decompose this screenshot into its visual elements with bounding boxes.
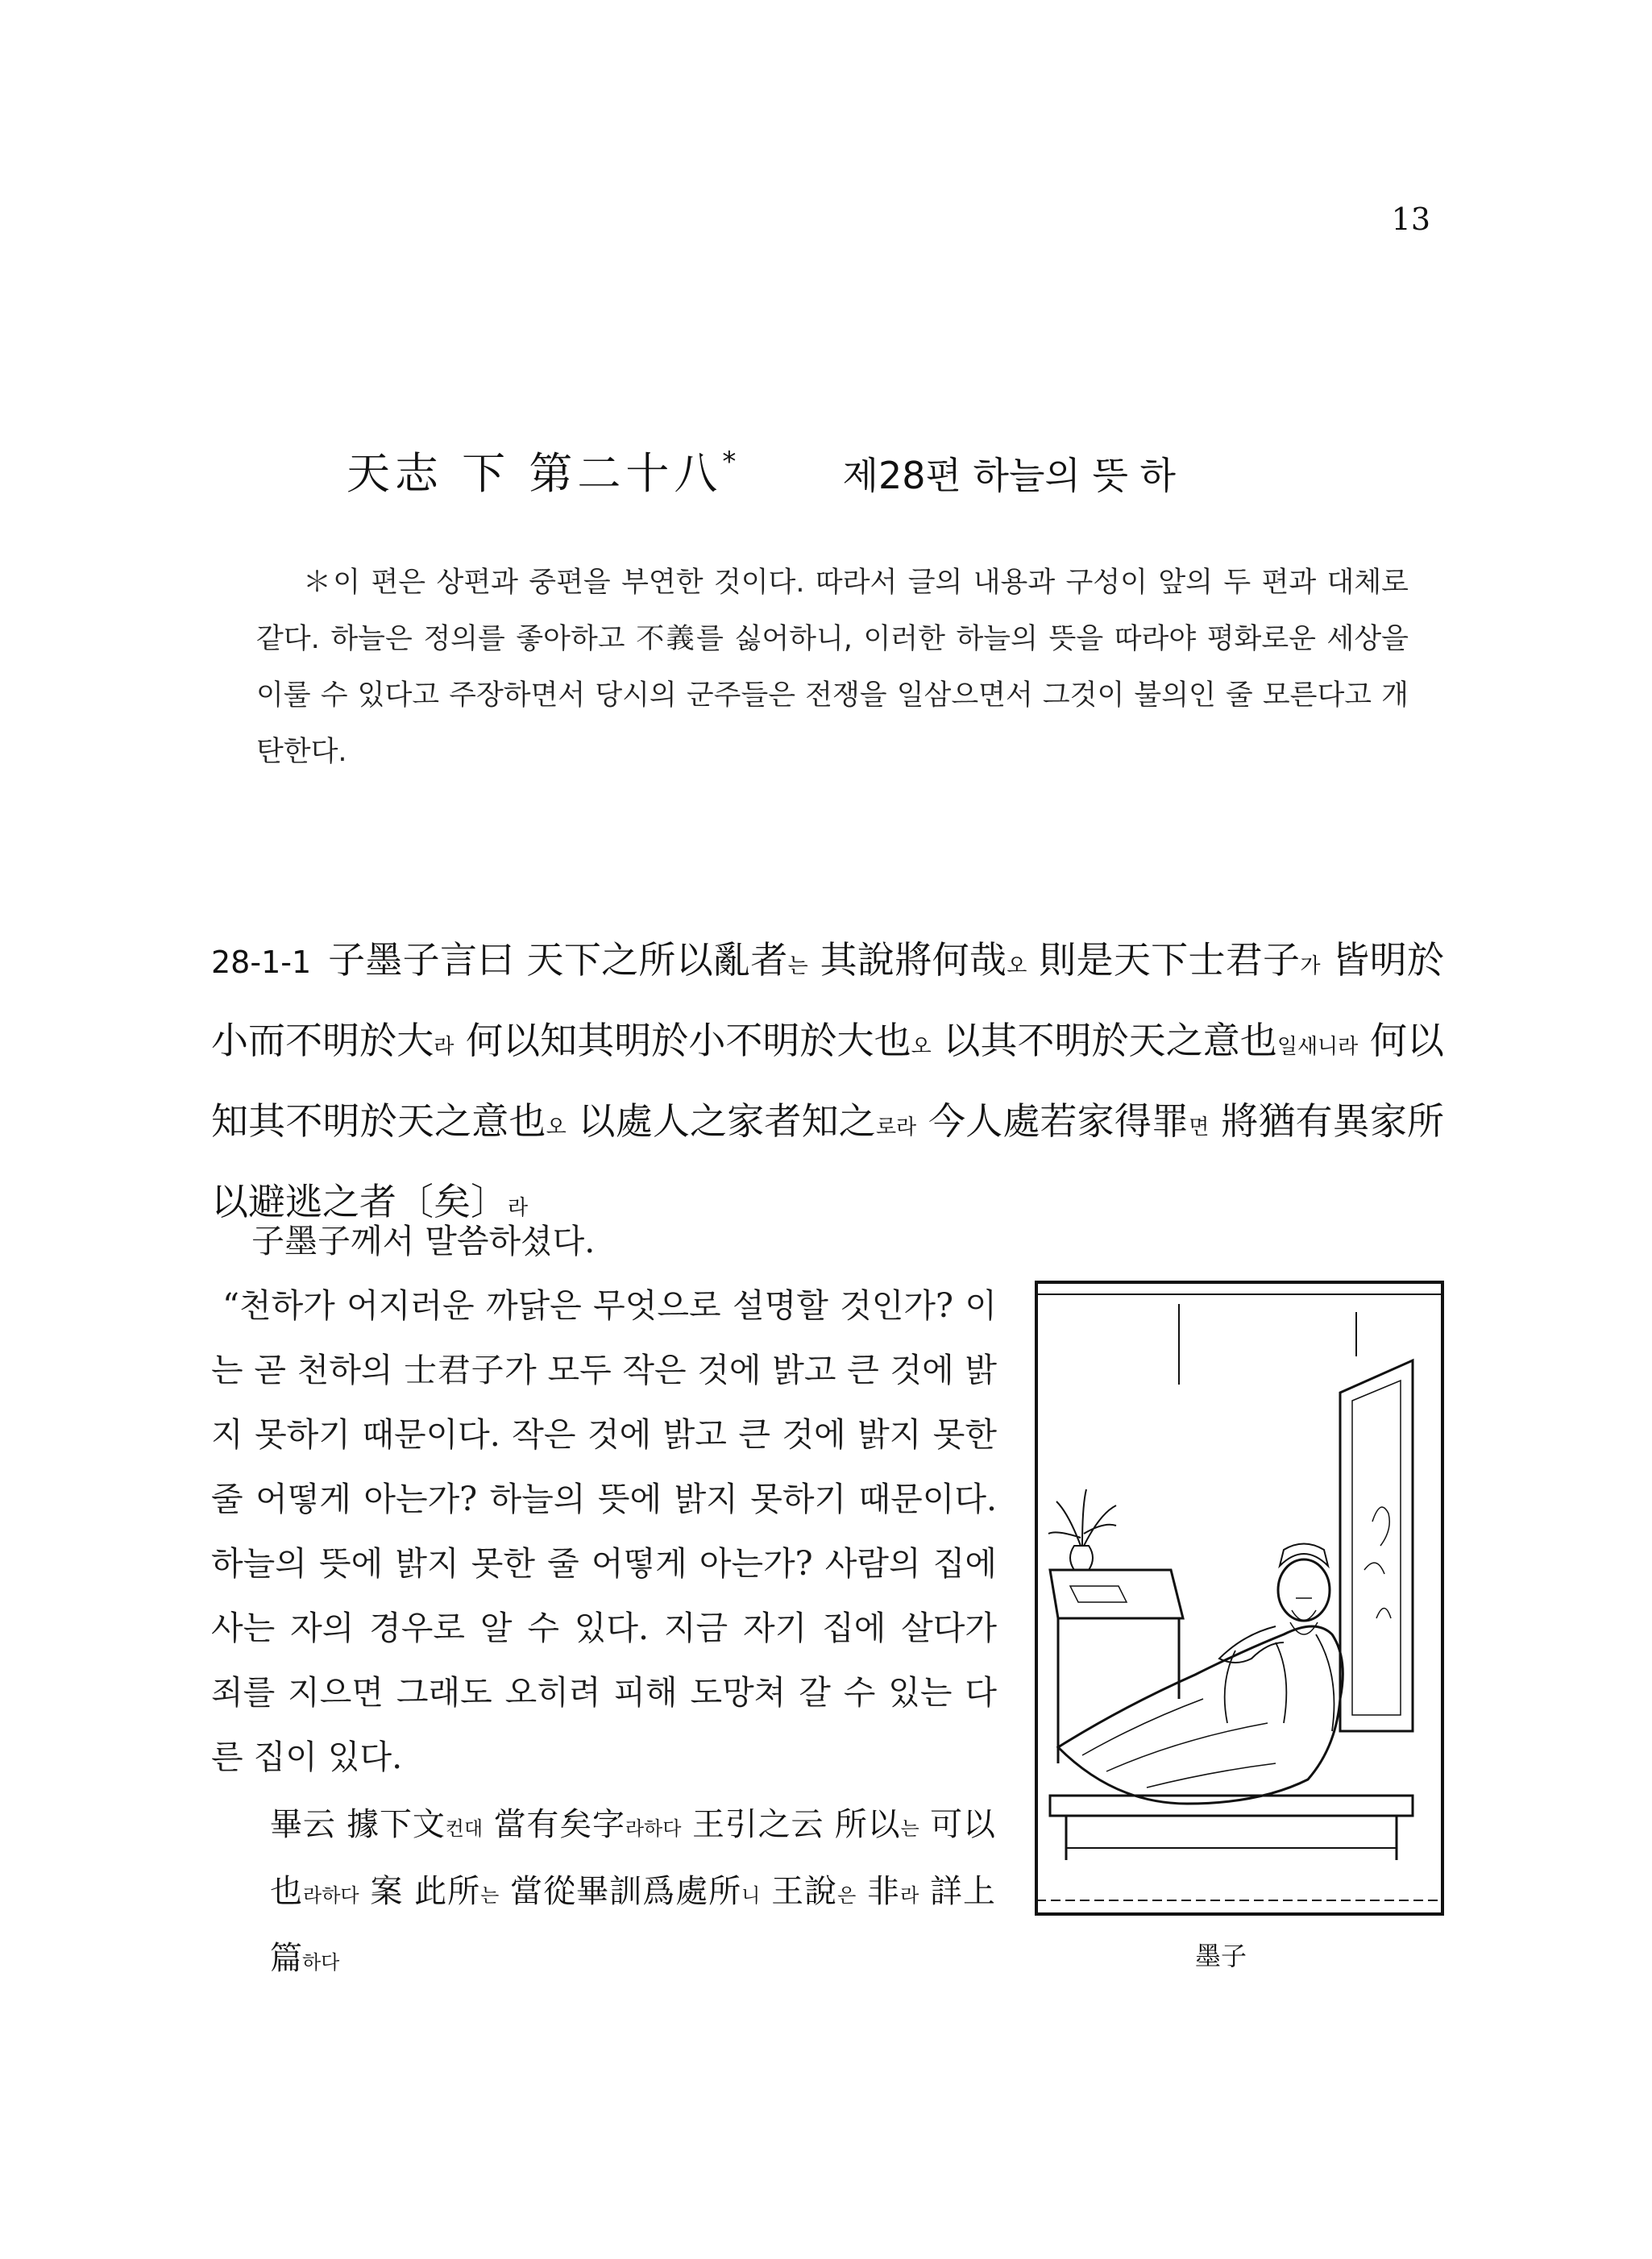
chapter-title-korean: 제28편 하늘의 뜻 하 (842, 454, 1176, 497)
original-segment-text: 子墨子言曰 天下之所以亂者 (328, 938, 788, 982)
original-segment-text: 今人處若家得罪 (916, 1099, 1189, 1143)
annotation-segment-text: 畢云 據下文 (270, 1806, 446, 1843)
footnote-asterisk: * (722, 446, 737, 478)
annotation-segment-particle: 는 (480, 1884, 500, 1907)
original-segment-text: 以其不明於天之意也 (931, 1019, 1277, 1062)
original-segment-particle: 오 (1007, 954, 1027, 978)
original-text (211, 923, 1444, 1245)
chapter-title (347, 439, 1176, 501)
original-segments (211, 938, 1444, 1223)
annotation (270, 1793, 995, 1994)
translation-intro: 子墨子께서 말씀하셨다. (251, 1222, 596, 1260)
page-number: 13 (1391, 201, 1430, 237)
annotation-segment-particle: 라 (900, 1884, 919, 1907)
annotation-segment-text: 王說 (760, 1873, 838, 1910)
annotation-segment-text: 王引之云 所以 (681, 1806, 901, 1843)
illustration-caption: 墨子 (1195, 1941, 1247, 1971)
original-segment-particle: 오 (911, 1035, 932, 1059)
original-segment-particle: 로라 (875, 1115, 917, 1140)
original-segment-particle: 일새니라 (1276, 1035, 1359, 1059)
original-segment-text: 何以知其不明於天之意也 (211, 1019, 1445, 1143)
original-segment-particle: 라 (434, 1035, 455, 1059)
annotation-segment-particle: 니 (741, 1884, 761, 1907)
original-segment-text: 則是天下士君子 (1027, 938, 1301, 982)
original-segment-particle: 면 (1189, 1115, 1210, 1140)
translation (211, 1209, 997, 1789)
annotation-segment-text: 當從畢訓爲處所 (499, 1873, 742, 1910)
annotation-segment-particle: 은 (837, 1884, 857, 1907)
chapter-title-han: 天志 下 第二十八 (347, 448, 723, 499)
annotation-segment-text: 非 (856, 1873, 901, 1910)
original-segment-particle: 는 (787, 954, 808, 978)
annotation-segment-particle: 컨대 (445, 1817, 484, 1840)
original-segment-particle: 오 (546, 1115, 567, 1140)
annotation-segment-particle: 하다 (302, 1951, 340, 1974)
annotation-segment-particle: 는 (900, 1817, 919, 1840)
original-segment-text: 將猶有異家所以避逃之者〔矣〕 (211, 1099, 1445, 1223)
mozi-portrait-illustration (1034, 1280, 1445, 1916)
intro-note: ＊이 편은 상편과 중편을 부연한 것이다. 따라서 글의 내용과 구성이 앞의 두 편과 대체로 같다. 하늘은 정의를 좋아하고 不義를 싫어하니, 이러한 하늘의 뜻을 따라야 평화로운 세상을 이룰 수 있다고 주장하면서 당시의 군주들은 전쟁을 일삼으면서 그것이 불의인 줄 모른다고 개탄한다. (256, 567, 1409, 768)
annotation-segment-text: 可以也 (270, 1806, 996, 1910)
original-segment-text: 其說將何哉 (807, 938, 1007, 982)
original-segment-text: 何以知其明於小不明於大也 (454, 1019, 911, 1062)
annotation-segment-particle: 라하다 (625, 1817, 682, 1840)
translation-body: “천하가 어지러운 까닭은 무엇으로 설명할 것인가? 이는 곧 천하의 士君子가 모두 작은 것에 밝고 큰 것에 밝지 못하기 때문이다. 작은 것에 밝고 큰 것에 밝지 못한 줄 어떻게 아는가? 하늘의 뜻에 밝지 못하기 때문이다. 하늘의 뜻에 밝지 못한 줄 어떻게 아는가? 사람의 집에 사는 자의 경우로 알 수 있다. 지금 자기 집에 살다가 죄를 지으면 그래도 오히려 피해 도망쳐 갈 수 있는 다른 집이 있다. (211, 1286, 997, 1776)
annotation-segment-particle: 라하다 (303, 1884, 359, 1907)
original-segment-particle: 가 (1300, 954, 1321, 978)
annotation-segment-text: 當有矣字 (483, 1806, 625, 1843)
annotation-segment-text: 案 此所 (359, 1873, 481, 1910)
section-number: 28-1-1 (211, 945, 312, 980)
original-segment-particle: 라 (508, 1196, 529, 1220)
original-segment-text: 皆明於小而不明於大 (211, 938, 1445, 1062)
annotation-segment-text: 詳上篇 (270, 1873, 996, 1977)
original-segment-text: 以處人之家者知之 (566, 1099, 876, 1143)
